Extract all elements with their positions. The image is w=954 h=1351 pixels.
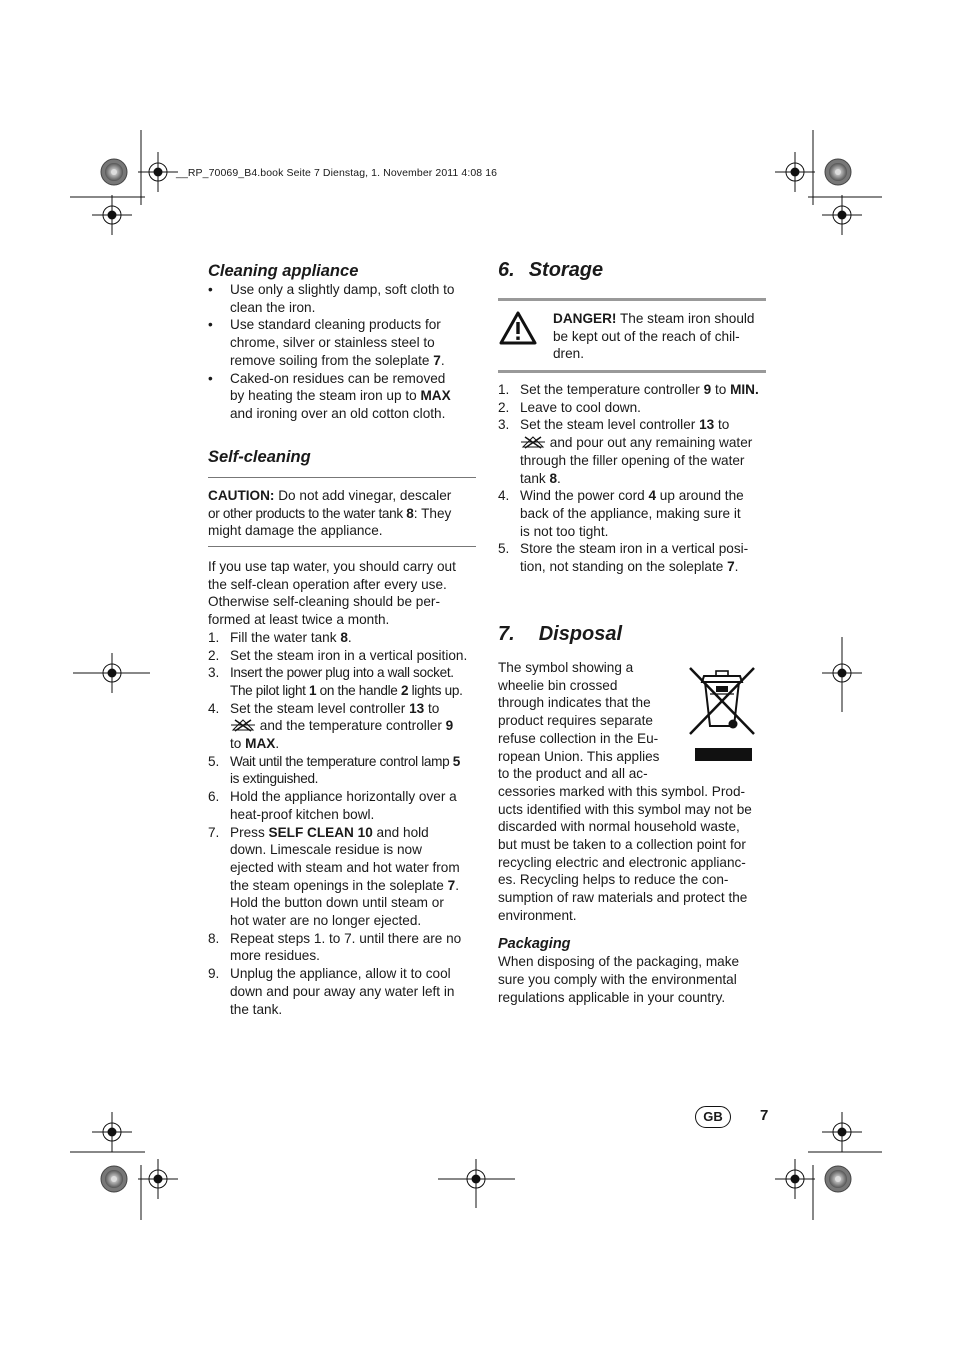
warning-triangle-icon — [499, 311, 537, 345]
list-item: 4. Wind the power cord 4 up around the back of the appliance, making sure it is not too tight. — [498, 488, 744, 539]
caution-label: CAUTION: — [208, 488, 275, 503]
divider — [498, 298, 766, 301]
self-cleaning-title: Self-cleaning — [208, 448, 311, 466]
packaging-paragraph: When disposing of the packaging, make sure you comply with the environmental regulations applicable in your country. — [498, 954, 740, 1005]
disposal-paragraph: The symbol showing a wheelie bin crossed through indicates that the product requires separate refuse collection in the Eu- ropean Union. This applies to the product and all ac- cessories marked with this symbol. Prod- ucts identified with this symbol may not be discarded with normal household waste, but must be taken to a collection point for recycling electric and electronic applianc- es. Recycling helps to reduce the con- sumption of raw materials and protect the environment. — [498, 660, 752, 923]
steam-symbol-icon — [520, 435, 546, 449]
steam-symbol-icon — [230, 718, 256, 732]
list-item: 7. Press SELF CLEAN 10 and hold down. Limescale residue is now ejected with steam and hot water from the steam openings in the soleplate 7. Hold the button down until steam or hot water are no longer ejected. — [208, 824, 460, 929]
list-item: 5. Wait until the temperature control lamp 5 is extinguished. — [208, 753, 460, 787]
list-item: 2. Set the steam iron in a vertical position. — [208, 647, 468, 663]
divider — [498, 370, 766, 373]
file-header: __RP_70069_B4.book Seite 7 Dienstag, 1. November 2011 4:08 16 — [176, 167, 498, 179]
list-item: 8. Repeat steps 1. to 7. until there are no more residues. — [208, 930, 462, 964]
left-column — [208, 261, 480, 423]
language-badge: GB — [695, 1106, 731, 1128]
list-item: 4. Set the steam level controller 13 to and the temperature controller 9 to MAX. — [208, 700, 454, 752]
list-item: 9. Unplug the appliance, allow it to cool down and pour away any water left in the tank. — [208, 966, 455, 1017]
list-item: 6. Hold the appliance horizontally over a heat-proof kitchen bowl. — [208, 789, 457, 822]
list-item: 5. Store the steam iron in a vertical posi- tion, not standing on the soleplate 7. — [498, 541, 749, 575]
storage-steps — [498, 381, 773, 576]
list-item: • Use only a slightly damp, soft cloth to clean the iron. — [208, 282, 455, 315]
packaging-title: Packaging — [498, 935, 571, 952]
list-item: 3. Set the steam level controller 13 to and pour out any remaining water through the filler opening of the water tank 8. — [498, 417, 753, 486]
danger-box: DANGER! The steam iron should be kept out of the reach of chil- dren. — [553, 311, 755, 362]
list-item: • Caked-on residues can be removed by heating the steam iron up to MAX and ironing over an old cotton cloth. — [208, 370, 451, 421]
danger-label: DANGER! — [553, 311, 617, 326]
disposal-body — [498, 659, 773, 1006]
storage-heading: 6. Storage — [498, 259, 604, 281]
self-cleaning-body — [208, 558, 480, 1018]
list-item: 2. Leave to cool down. — [498, 399, 641, 415]
list-item: • Use standard cleaning products for chrome, silver or stainless steel to remove soiling from the soleplate 7. — [208, 317, 445, 368]
intro-paragraph: If you use tap water, you should carry out the self-clean operation after every use. Otherwise self-cleaning should be per- formed at least twice a month. — [208, 559, 456, 628]
cleaning-title: Cleaning appliance — [208, 262, 359, 280]
list-item: 1. Set the temperature controller 9 to MIN. — [498, 382, 759, 397]
list-item: 1. Fill the water tank 8. — [208, 629, 352, 645]
page-number: 7 — [760, 1107, 769, 1124]
divider — [208, 477, 476, 478]
list-item: 3. Insert the power plug into a wall socket. The pilot light 1 on the handle 2 lights up. — [208, 665, 463, 698]
caution-box: CAUTION: Do not add vinegar, descaler or other products to the water tank 8: They might damage the appliance. — [208, 488, 452, 539]
disposal-heading: 7. Disposal — [498, 623, 623, 645]
divider — [208, 546, 476, 547]
